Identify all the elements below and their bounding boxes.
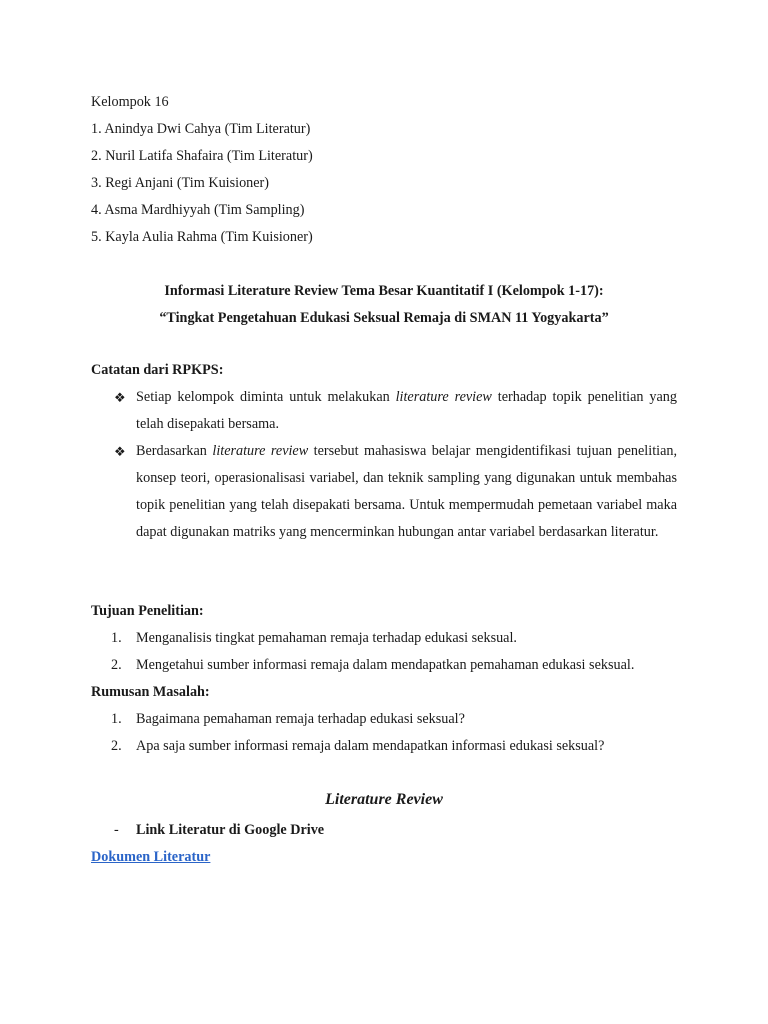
tujuan-item: Menganalisis tingkat pemahaman remaja terhadap edukasi seksual. bbox=[136, 630, 517, 646]
info-heading: Informasi Literature Review Tema Besar Kuantitatif I (Kelompok 1-17): bbox=[164, 283, 604, 299]
member-item: 2. Nuril Latifa Shafaira (Tim Literatur) bbox=[91, 148, 313, 164]
rumusan-item: Bagaimana pemahaman remaja terhadap edukasi seksual? bbox=[136, 711, 465, 727]
theme-title: “Tingkat Pengetahuan Edukasi Seksual Remaja di SMAN 11 Yogyakarta” bbox=[159, 310, 609, 326]
diamond-bullet-icon: ❖ bbox=[114, 444, 126, 459]
literature-review-heading: Literature Review bbox=[325, 791, 443, 808]
tujuan-title: Tujuan Penelitian: bbox=[91, 603, 204, 619]
member-item: 5. Kayla Aulia Rahma (Tim Kuisioner) bbox=[91, 229, 313, 245]
catatan-bullet-1: Setiap kelompok diminta untuk melakukan literature review terhadap topik penelitian yang telah disepakati bersama. bbox=[136, 389, 677, 432]
list-number: 2. bbox=[111, 657, 122, 673]
rumusan-item: Apa saja sumber informasi remaja dalam mendapatkan informasi edukasi seksual? bbox=[136, 738, 605, 754]
rumusan-title: Rumusan Masalah: bbox=[91, 684, 210, 700]
member-item: 1. Anindya Dwi Cahya (Tim Literatur) bbox=[91, 121, 311, 137]
tujuan-item: Mengetahui sumber informasi remaja dalam mendapatkan pemahaman edukasi seksual. bbox=[136, 657, 635, 673]
member-item: 4. Asma Mardhiyyah (Tim Sampling) bbox=[91, 202, 305, 218]
catatan-title: Catatan dari RPKPS: bbox=[91, 362, 224, 378]
dash-bullet: - bbox=[114, 822, 119, 838]
drive-label: Link Literatur di Google Drive bbox=[136, 822, 325, 838]
member-item: 3. Regi Anjani (Tim Kuisioner) bbox=[91, 175, 270, 191]
list-number: 1. bbox=[111, 711, 122, 727]
catatan-bullet-2: Berdasarkan literature review tersebut mahasiswa belajar mengidentifikasi tujuan penelitian, konsep teori, operasionalisasi variabel, dan teknik sampling yang digunakan untuk membahas topik penelitian yang telah disepakati bersama. Untuk mempermudah pemetaan variabel maka dapat digunakan matriks yang mencerminkan hubungan antar variabel berdasarkan literatur. bbox=[136, 443, 678, 540]
list-number: 1. bbox=[111, 630, 122, 646]
diamond-bullet-icon: ❖ bbox=[114, 390, 126, 405]
list-number: 2. bbox=[111, 738, 122, 754]
dokumen-literatur-link[interactable]: Dokumen Literatur bbox=[91, 849, 211, 865]
group-title: Kelompok 16 bbox=[91, 94, 169, 110]
